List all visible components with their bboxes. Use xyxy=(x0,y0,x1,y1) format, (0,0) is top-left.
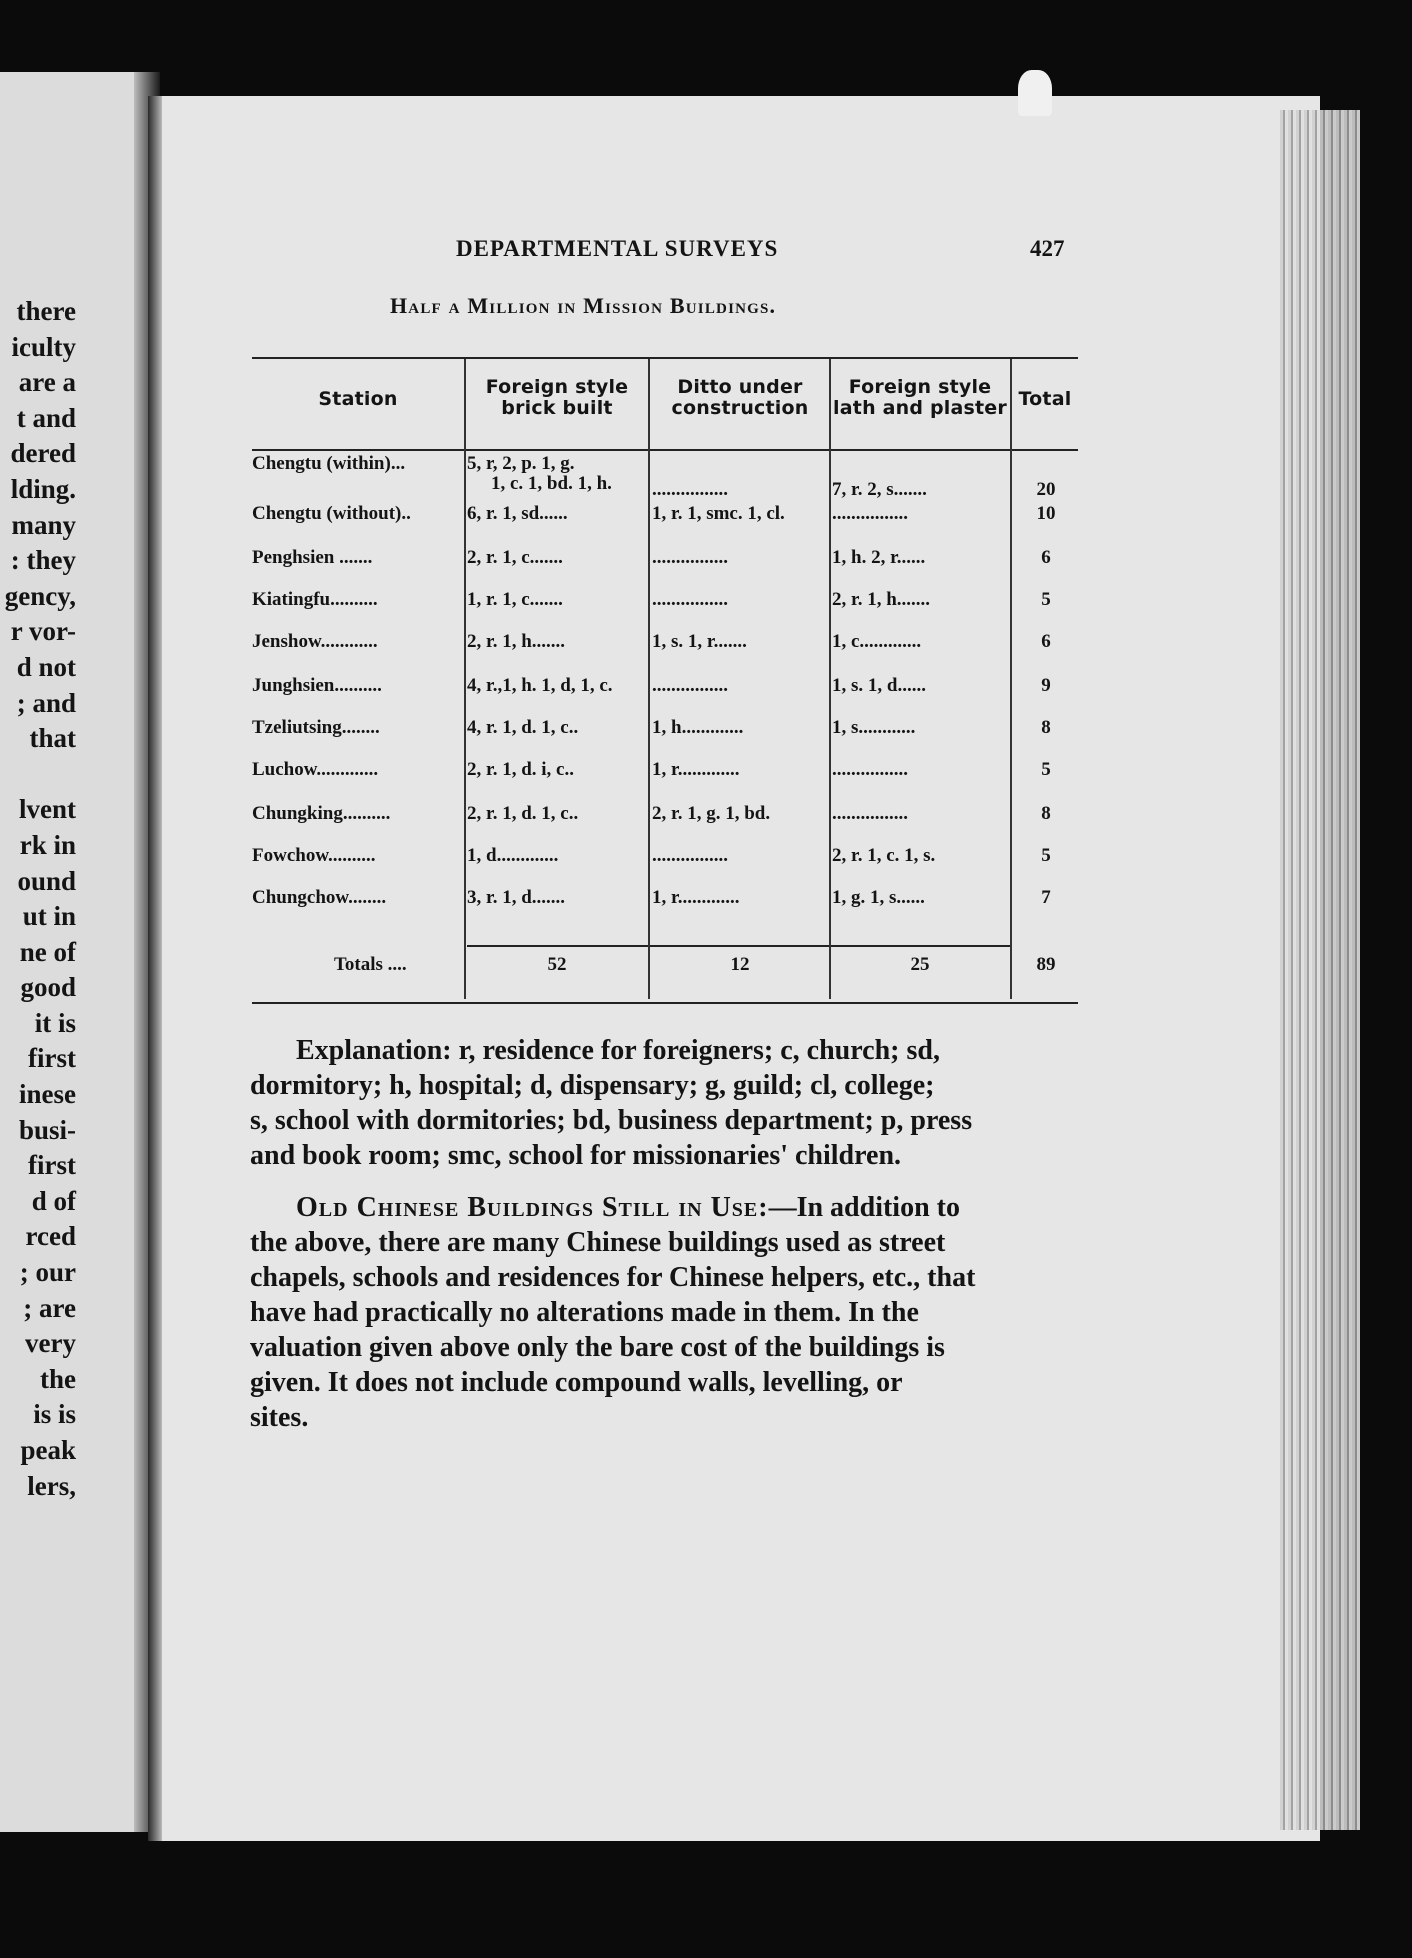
header-station: Station xyxy=(318,388,398,410)
header-lath-line: lath and plaster xyxy=(833,397,1007,419)
explanation-paragraph xyxy=(250,1033,1072,1173)
row-lath: 7, r. 2, s....... xyxy=(832,479,927,500)
row-ditto: 1, h............. xyxy=(652,717,744,738)
row-brick: 2, r. 1, c....... xyxy=(467,547,563,568)
left-page-line: ound xyxy=(17,865,76,896)
left-page-line: very xyxy=(25,1328,76,1359)
row-total: 5 xyxy=(1041,759,1051,780)
left-page-text xyxy=(5,294,76,1504)
row-ditto: ................ xyxy=(652,675,728,696)
row-station: Tzeliutsing........ xyxy=(252,717,380,738)
row-station: Kiatingfu.......... xyxy=(252,589,378,610)
row-brick: 2, r. 1, d. 1, c.. xyxy=(467,803,579,824)
row-ditto: ................ xyxy=(652,589,728,610)
totals-brick: 52 xyxy=(547,954,567,975)
totals-ditto: 12 xyxy=(730,954,750,975)
row-station: Chungchow........ xyxy=(252,887,387,908)
left-page-line: inese xyxy=(19,1079,76,1110)
old-buildings-lead: Old Chinese Buildings Still in Use: xyxy=(296,1192,769,1223)
header-lath-line: Foreign style xyxy=(848,376,992,398)
row-total: 8 xyxy=(1041,803,1051,824)
row-lath: 2, r. 1, c. 1, s. xyxy=(832,845,936,866)
old-buildings-line: valuation given above only the bare cost of the buildings is xyxy=(250,1332,945,1363)
mission-buildings-table xyxy=(252,357,1078,1002)
row-lath: ................ xyxy=(832,759,908,780)
left-page-line: that xyxy=(29,723,76,754)
row-total: 5 xyxy=(1041,845,1051,866)
old-buildings-text: —In addition to xyxy=(768,1192,960,1223)
left-page-line: ; are xyxy=(23,1292,76,1323)
left-page-line xyxy=(5,757,76,793)
header-bottom-rule xyxy=(252,449,1078,451)
left-page-line: rk in xyxy=(19,829,76,860)
row-total: 9 xyxy=(1041,675,1051,696)
old-buildings-body xyxy=(250,1225,1072,1435)
row-ditto: 1, r. 1, smc. 1, cl. xyxy=(652,503,785,524)
row-total: 6 xyxy=(1041,631,1051,652)
row-station: Fowchow.......... xyxy=(252,845,376,866)
row-brick: 5, r, 2, p. 1, g. xyxy=(467,453,575,474)
left-page-line: busi- xyxy=(18,1114,76,1145)
table-bottom-rule xyxy=(252,1002,1078,1004)
paper-tear-mark xyxy=(1018,70,1052,116)
row-brick: 4, r.,1, h. 1, d, 1, c. xyxy=(467,675,613,696)
header-ditto-line: Ditto under xyxy=(677,376,803,398)
row-station: Jenshow............ xyxy=(252,631,378,652)
left-page-line: rced xyxy=(25,1221,76,1252)
left-page-line: it is xyxy=(34,1007,76,1038)
row-lath: ................ xyxy=(832,803,908,824)
left-page-line: peak xyxy=(20,1435,76,1465)
page-number: 427 xyxy=(1030,236,1065,261)
row-total: 8 xyxy=(1041,717,1051,738)
table-row xyxy=(252,503,1078,527)
totals-label: Totals .... xyxy=(334,954,407,975)
explanation-line: s, school with dormitories; bd, business department; p, press xyxy=(250,1105,973,1136)
row-lath: 1, c............. xyxy=(832,631,922,652)
left-page-line: lers, xyxy=(27,1470,76,1501)
row-ditto: ................ xyxy=(652,845,728,866)
left-page-line: first xyxy=(28,1043,76,1074)
left-page-line: : they xyxy=(10,545,76,576)
explanation-line: and book room; smc, school for missionaries' children. xyxy=(250,1140,902,1171)
left-page-line: gency, xyxy=(4,580,76,611)
totals-lath: 25 xyxy=(910,954,930,975)
row-total: 20 xyxy=(1036,479,1056,500)
old-buildings-line: given. It does not include compound walls, levelling, or xyxy=(250,1367,903,1398)
old-buildings-paragraph xyxy=(250,1190,1072,1435)
left-page-line: lvent xyxy=(19,794,76,825)
table-top-rule xyxy=(252,357,1078,359)
row-station: Chungking.......... xyxy=(252,803,391,824)
left-page-line: ; our xyxy=(19,1257,76,1288)
totals-rule xyxy=(467,945,1012,947)
left-page-line: there xyxy=(16,296,76,326)
old-buildings-line: the above, there are many Chinese buildings used as street xyxy=(250,1227,946,1258)
table-row xyxy=(252,717,1078,741)
row-brick: 1, d............. xyxy=(467,845,559,866)
header-brick-line: brick built xyxy=(501,397,613,419)
header-ditto-line: construction xyxy=(671,397,809,419)
row-brick: 3, r. 1, d....... xyxy=(467,887,566,908)
left-page-line: d not xyxy=(16,651,76,682)
row-total: 6 xyxy=(1041,547,1051,568)
left-page-line: dered xyxy=(10,438,76,469)
row-lath: 1, h. 2, r...... xyxy=(832,547,926,568)
row-brick: 2, r. 1, h....... xyxy=(467,631,566,652)
table-row xyxy=(252,547,1078,571)
left-page-line: the xyxy=(40,1363,76,1394)
left-page-line: lding. xyxy=(10,473,76,504)
table-title: Half a Million in Mission Buildings. xyxy=(390,293,777,318)
row-ditto: 1, r............. xyxy=(652,887,740,908)
explanation-line: Explanation: r, residence for foreigners; c, church; sd, xyxy=(296,1035,940,1066)
table-row xyxy=(252,803,1078,827)
page-edges xyxy=(1280,110,1360,1830)
left-page-line: d of xyxy=(31,1185,76,1216)
row-brick-continued: 1, c. 1, bd. 1, h. xyxy=(491,473,612,494)
row-station: Junghsien.......... xyxy=(252,675,382,696)
row-ditto: ................ xyxy=(652,547,728,568)
left-page-line: ut in xyxy=(22,901,76,932)
row-lath: 1, s............ xyxy=(832,717,916,738)
table-row xyxy=(252,887,1078,911)
row-lath: ................ xyxy=(832,503,908,524)
explanation-line: dormitory; h, hospital; d, dispensary; g, guild; cl, college; xyxy=(250,1070,935,1101)
old-buildings-line: chapels, schools and residences for Chinese helpers, etc., that xyxy=(250,1262,976,1293)
row-brick: 6, r. 1, sd...... xyxy=(467,503,568,524)
row-lath: 2, r. 1, h....... xyxy=(832,589,931,610)
row-brick: 4, r. 1, d. 1, c.. xyxy=(467,717,579,738)
left-page-line: are a xyxy=(18,367,76,398)
left-page-line: good xyxy=(20,972,76,1003)
left-page-line: first xyxy=(28,1150,76,1181)
old-buildings-line: sites. xyxy=(250,1402,309,1433)
old-buildings-line xyxy=(250,1190,1072,1225)
row-ditto: 2, r. 1, g. 1, bd. xyxy=(652,803,771,824)
row-ditto: ................ xyxy=(652,479,728,500)
row-ditto: 1, s. 1, r....... xyxy=(652,631,747,652)
running-head: DEPARTMENTAL SURVEYS xyxy=(456,236,779,261)
row-station: Luchow............. xyxy=(252,759,379,780)
left-page-line: ; and xyxy=(16,687,76,718)
row-station: Penghsien ....... xyxy=(252,547,373,568)
left-facing-page xyxy=(0,72,160,1832)
row-total: 5 xyxy=(1041,589,1051,610)
header-brick-line: Foreign style xyxy=(485,376,629,398)
table-row xyxy=(252,589,1078,613)
row-total: 7 xyxy=(1041,887,1051,908)
header-brick xyxy=(466,377,648,419)
old-buildings-line: have had practically no alterations made in them. In the xyxy=(250,1297,919,1328)
row-brick: 2, r. 1, d. i, c.. xyxy=(467,759,574,780)
left-page-line: iculty xyxy=(11,331,76,362)
row-station: Chengtu (without).. xyxy=(252,503,411,524)
totals-total: 89 xyxy=(1036,954,1056,975)
left-page-line: is is xyxy=(33,1399,76,1430)
header-ditto xyxy=(650,377,830,419)
table-row xyxy=(252,453,1078,503)
row-lath: 1, s. 1, d...... xyxy=(832,675,926,696)
table-row xyxy=(252,845,1078,869)
row-total: 10 xyxy=(1036,503,1056,524)
table-row xyxy=(252,759,1078,783)
row-lath: 1, g. 1, s...... xyxy=(832,887,925,908)
left-page-line: many xyxy=(11,509,76,540)
header-lath xyxy=(830,377,1010,419)
row-station: Chengtu (within)... xyxy=(252,453,406,474)
table-row xyxy=(252,631,1078,655)
table-row xyxy=(252,675,1078,699)
row-brick: 1, r. 1, c....... xyxy=(467,589,563,610)
row-ditto: 1, r............. xyxy=(652,759,740,780)
header-total: Total xyxy=(1018,388,1072,410)
left-page-line: ne of xyxy=(19,936,76,967)
left-page-line: r vor- xyxy=(10,616,76,647)
left-page-line: t and xyxy=(16,402,76,433)
